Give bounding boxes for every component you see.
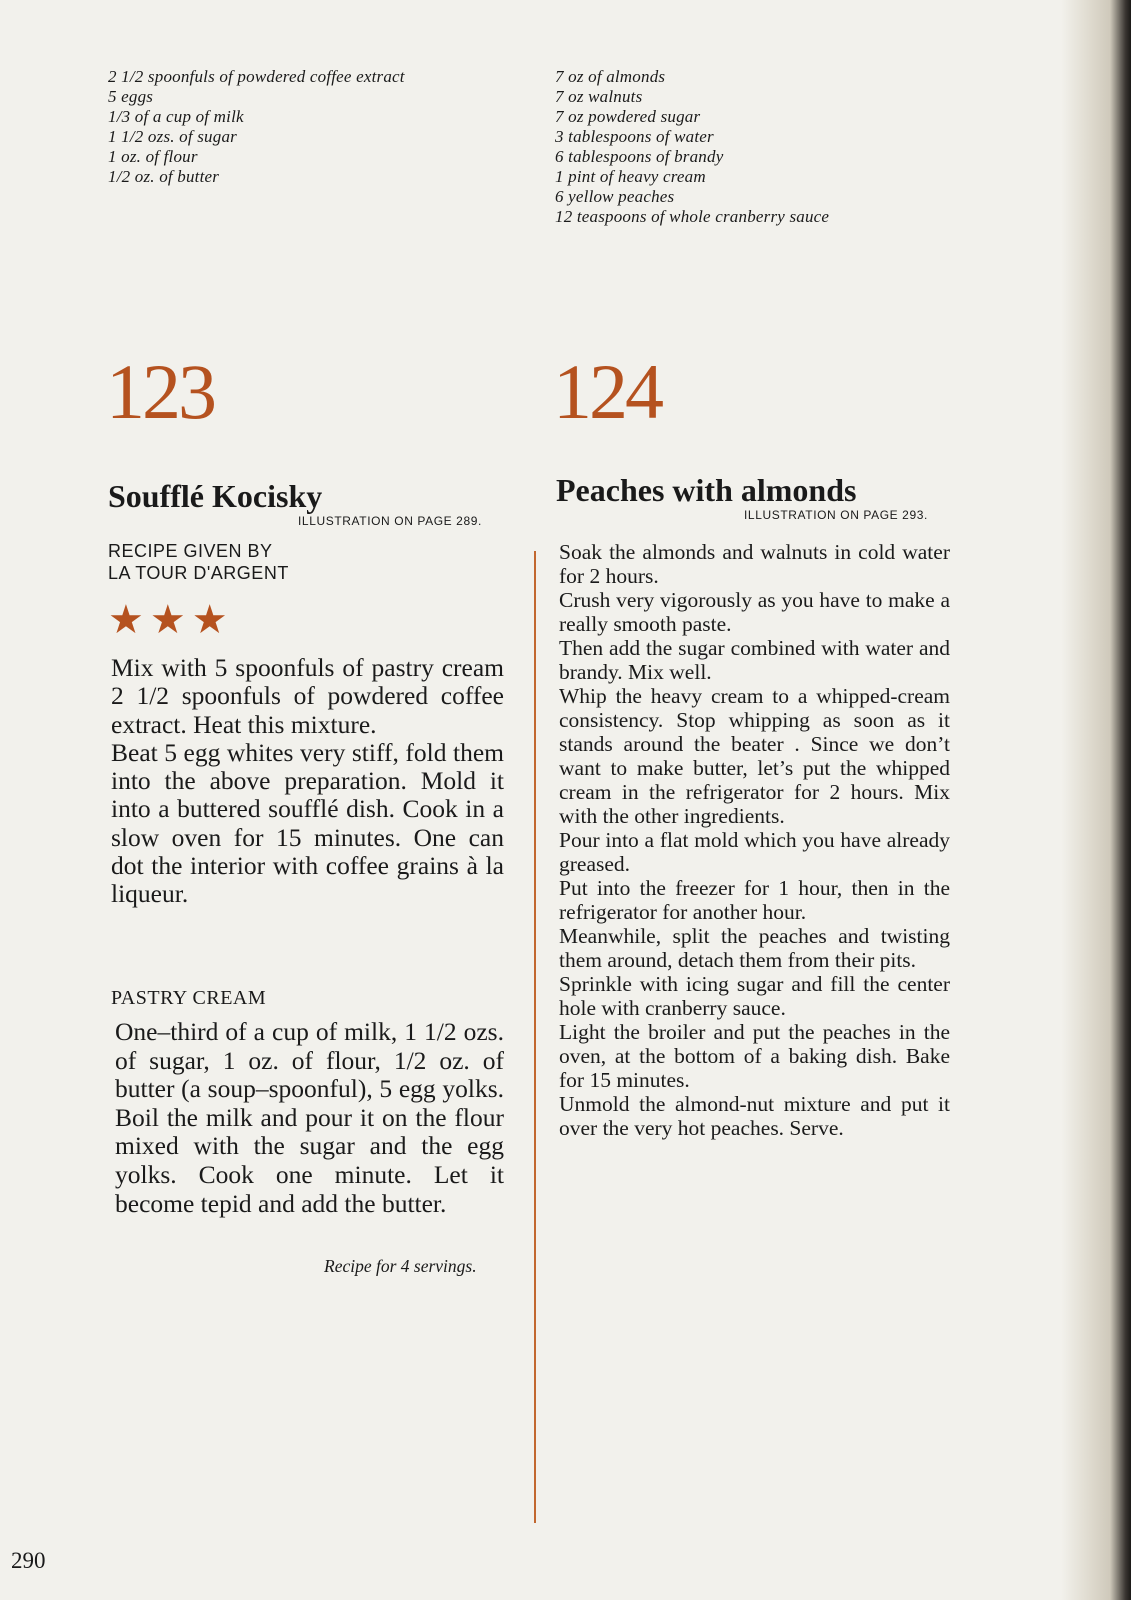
recipe-title-124: Peaches with almonds [556, 472, 857, 508]
recipe-paragraph: Then add the sugar combined with water and brandy. Mix well. [559, 636, 950, 684]
recipe-title-123: Soufflé Kocisky [108, 478, 323, 514]
recipe-paragraph: Mix with 5 spoonfuls of pastry cream 2 1/2 spoonfuls of powdered coffee extract. Heat this mixture. [111, 653, 504, 739]
source-restaurant: LA TOUR D'ARGENT [108, 563, 289, 583]
star-rating: ★★★ [108, 597, 234, 642]
source-label: RECIPE GIVEN BY [108, 541, 273, 561]
page-edge-shadow [1061, 0, 1131, 1600]
servings-note: Recipe for 4 servings. [324, 1256, 477, 1276]
ingredient-item: 5 eggs [108, 87, 154, 106]
pastry-cream-text [115, 1018, 504, 1218]
ingredient-item: 6 tablespoons of brandy [555, 147, 724, 166]
ingredients-list-123 [108, 67, 405, 187]
recipe-paragraph: One–third of a cup of milk, 1 1/2 ozs. of sugar, 1 oz. of flour, 1/2 oz. of butter (a soup–spoonful), 5 egg yolks. Boil the milk and pour it on the flour mixed with the sugar and the egg yolks. Cook one minute. Let it become tepid and add the butter. [115, 1017, 504, 1218]
ingredient-item: 1 pint of heavy cream [555, 167, 706, 186]
recipe-paragraph: Meanwhile, split the peaches and twisting them around, detach them from their pits. [559, 924, 950, 972]
recipe-body-123 [111, 654, 504, 909]
ingredient-item: 1 oz. of flour [108, 147, 198, 166]
ingredient-item: 12 teaspoons of whole cranberry sauce [555, 207, 830, 226]
ingredients-list-124 [555, 67, 829, 227]
ingredient-item: 7 oz of almonds [555, 67, 666, 86]
recipe-source [108, 540, 289, 584]
recipe-paragraph: Pour into a flat mold which you have already greased. [559, 828, 950, 876]
illustration-note-123: ILLUSTRATION ON PAGE 289. [298, 514, 482, 528]
recipe-number-124: 124 [553, 348, 661, 435]
recipe-paragraph: Crush very vigorously as you have to make a really smooth paste. [559, 588, 950, 636]
ingredient-item: 7 oz walnuts [555, 87, 643, 106]
ingredient-item: 1 1/2 ozs. of sugar [108, 127, 237, 146]
pastry-cream-heading: PASTRY CREAM [111, 987, 267, 1009]
recipe-paragraph: Put into the freezer for 1 hour, then in the refrigerator for another hour. [559, 876, 950, 924]
recipe-number-123: 123 [106, 348, 214, 435]
ingredient-item: 2 1/2 spoonfuls of powdered coffee extract [108, 67, 405, 86]
ingredient-item: 7 oz powdered sugar [555, 107, 701, 126]
ingredient-item: 1/2 oz. of butter [108, 167, 220, 186]
recipe-paragraph: Whip the heavy cream to a whipped-cream consistency. Stop whipping as soon as it stands around the beater . Since we don’t want to make butter, let’s put the whipped cream in the refrigerator for 2 hours. Mix with the other ingredients. [559, 684, 950, 828]
ingredient-item: 6 yellow peaches [555, 187, 675, 206]
ingredient-item: 3 tablespoons of water [555, 127, 714, 146]
recipe-paragraph: Light the broiler and put the peaches in the oven, at the bottom of a baking dish. Bake for 15 minutes. [559, 1020, 950, 1092]
recipe-paragraph: Sprinkle with icing sugar and fill the center hole with cranberry sauce. [559, 972, 950, 1020]
recipe-paragraph: Soak the almonds and walnuts in cold water for 2 hours. [559, 540, 950, 588]
recipe-body-124 [559, 540, 950, 1140]
ingredient-item: 1/3 of a cup of milk [108, 107, 244, 126]
column-divider [534, 551, 536, 1523]
page-number: 290 [11, 1548, 46, 1573]
recipe-paragraph: Unmold the almond-nut mixture and put it over the very hot peaches. Serve. [559, 1092, 950, 1140]
recipe-paragraph: Beat 5 egg whites very stiff, fold them into the above preparation. Mold it into a buttered soufflé dish. Cook in a slow oven for 15 minutes. One can dot the interior with coffee grains à la liqueur. [111, 737, 504, 909]
illustration-note-124: ILLUSTRATION ON PAGE 293. [744, 508, 928, 522]
